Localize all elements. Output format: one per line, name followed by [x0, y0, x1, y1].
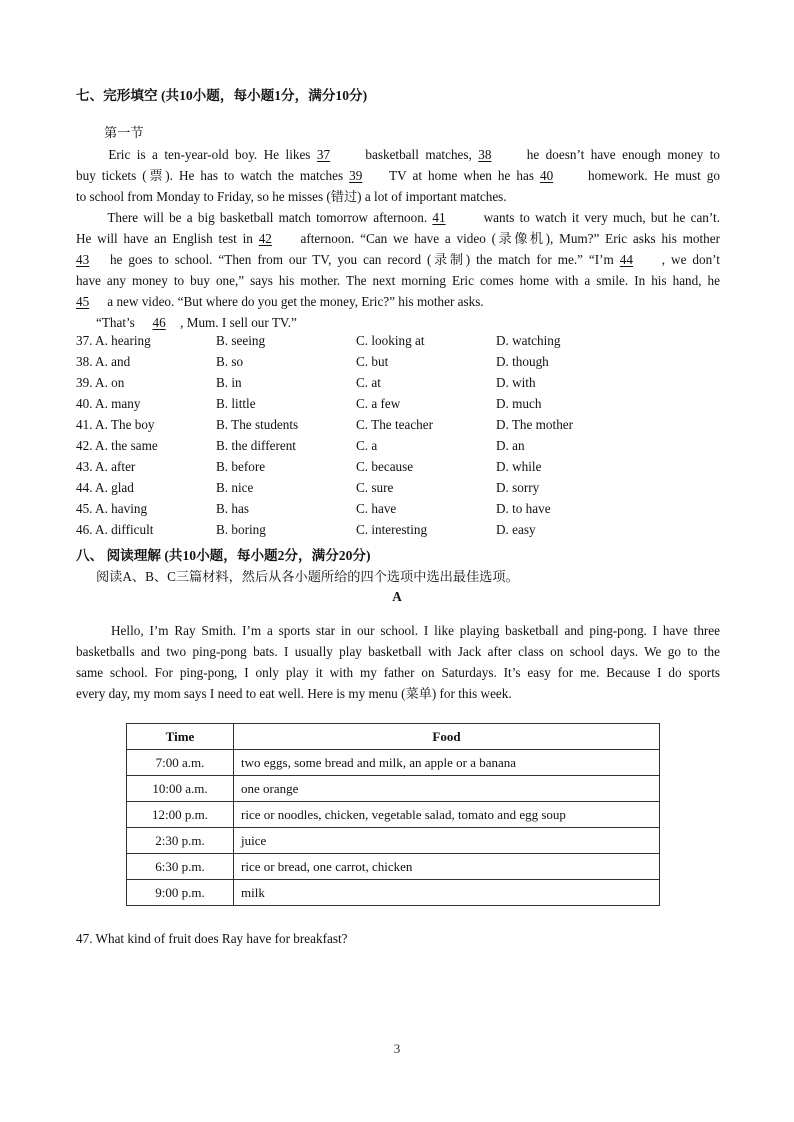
subsection-title: 第一节: [104, 125, 144, 140]
blank-45: 45: [76, 294, 90, 309]
passage-label: A: [392, 589, 402, 604]
blank-41: 41: [432, 210, 446, 225]
option-row-38: 38. A. and B. so C. but D. though: [76, 354, 549, 369]
header-food: Food: [234, 724, 660, 750]
option-row-39: 39. A. on B. in C. at D. with: [76, 375, 536, 390]
cloze-line: “That’s 46 , Mum. I sell our TV.”: [96, 312, 740, 333]
menu-table: [126, 723, 660, 906]
cloze-line: to school from Monday to Friday, so he misses (错过) a lot of important matches.: [76, 189, 507, 204]
table-row: 2:30 p.m. juice: [127, 828, 660, 854]
section-7-title: 七、完形填空 (共10小题，每小题1分，满分10分): [76, 88, 368, 103]
option-row-40: 40. A. many B. little C. a few D. much: [76, 396, 542, 411]
blank-46: 46: [152, 315, 166, 330]
passage-line: Hello, I’m Ray Smith. I’m a sports star in our school. I like playing basketball and ping-pong. I have three: [111, 623, 721, 638]
passage-line: basketballs and two ping-pong bats. I usually play basketball with Jack after class on school days. We go to the: [76, 644, 720, 659]
table-row: 12:00 p.m. rice or noodles, chicken, vegetable salad, tomato and egg soup: [127, 802, 660, 828]
cloze-line: Eric is a ten-year-old boy. He likes 37 basketball matches, 38 he doesn’t have enough money to: [76, 144, 720, 165]
blank-44: 44: [619, 252, 633, 267]
table-row: 7:00 a.m. two eggs, some bread and milk, an apple or a banana: [127, 750, 660, 776]
reading-instruction: 阅读A、B、C三篇材料，然后从各小题所给的四个选项中选出最佳选项。: [96, 569, 519, 584]
blank-43: 43: [76, 252, 90, 267]
blank-38: 38: [478, 147, 492, 162]
table-header-row: [127, 724, 660, 750]
header-time: Time: [127, 724, 234, 750]
table-row: 10:00 a.m. one orange: [127, 776, 660, 802]
option-row-45: 45. A. having B. has C. have D. to have: [76, 501, 551, 516]
blank-37: 37: [316, 147, 331, 162]
cloze-line: have any money to buy one,” says his mother. The next morning Eric comes home with a smile. In his hand, he: [76, 273, 720, 288]
option-row-42: 42. A. the same B. the different C. a D. an: [76, 438, 525, 453]
cloze-line: 43 he goes to school. “Then from our TV, you can record (录制) the match for me.” “I’m 44 , we don’t: [76, 249, 720, 270]
cloze-line: buy tickets (票). He has to watch the matches 39 TV at home when he has 40 homework. He must go: [76, 165, 720, 186]
option-row-43: 43. A. after B. before C. because D. while: [76, 459, 542, 474]
passage-line: every day, my mom says I need to eat well. Here is my menu (菜单) for this week.: [76, 686, 512, 701]
cloze-line: He will have an English test in 42 afternoon. “Can we have a video (录像机), Mum?” Eric asks his mother: [76, 228, 720, 249]
option-row-41: 41. A. The boy B. The students C. The teacher D. The mother: [76, 417, 574, 432]
cloze-line: 45 a new video. “But where do you get the money, Eric?” his mother asks.: [76, 291, 720, 312]
blank-39: 39: [349, 168, 363, 183]
option-row-46: 46. A. difficult B. boring C. interesting D. easy: [76, 522, 536, 537]
table-row: 9:00 p.m. milk: [127, 880, 660, 906]
table-row: 6:30 p.m. rice or bread, one carrot, chicken: [127, 854, 660, 880]
page-number: 3: [393, 1041, 401, 1056]
section-8-title: 八、 阅读理解 (共10小题，每小题2分，满分20分): [76, 548, 371, 563]
blank-40: 40: [540, 168, 554, 183]
passage-line: same school. For ping-pong, I only play it with my father on Saturdays. It’s easy for me. Because I do sports: [76, 665, 720, 680]
question-47: 47. What kind of fruit does Ray have for breakfast?: [76, 931, 348, 946]
option-row-44: 44. A. glad B. nice C. sure D. sorry: [76, 480, 540, 495]
cloze-line: There will be a big basketball match tomorrow afternoon. 41 wants to watch it very much, but he can’t.: [76, 207, 720, 228]
option-row-37: 37. A. hearing B. seeing C. looking at D. watching: [76, 333, 561, 348]
blank-42: 42: [258, 231, 272, 246]
